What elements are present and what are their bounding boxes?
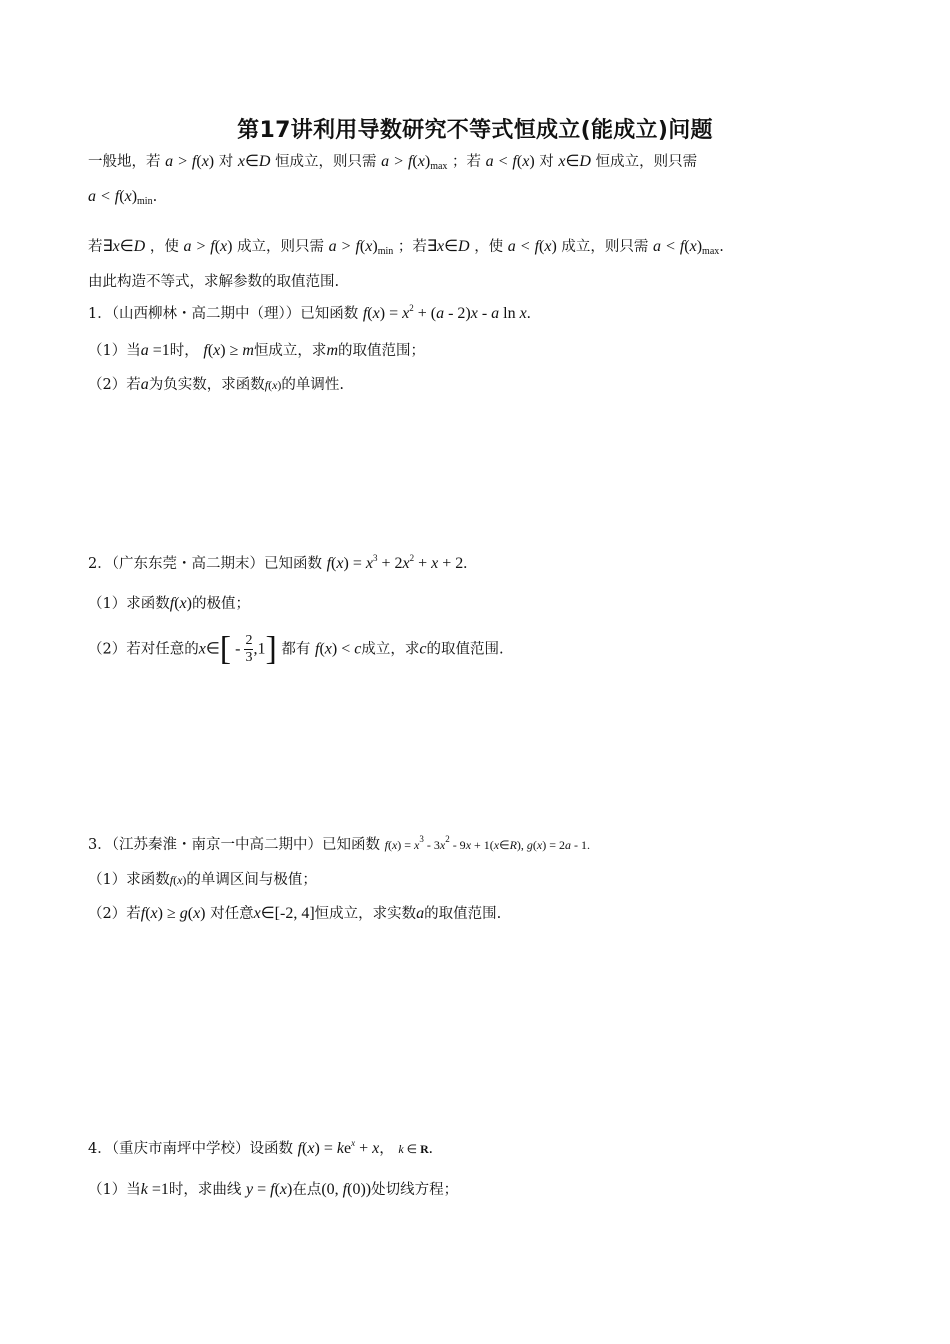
formula: ∃ <box>102 238 113 255</box>
problem-2-part-1: （1）求函数f(x)的极值； <box>88 595 250 612</box>
problem-2-part-2: （2）若对任意的x∈[ - $\frac{2}{3}$ ,1] 都有 f(x) < c成立，求c的取值范围. <box>88 630 504 668</box>
intro-line-3: 若∃x∈D ，使 a > f(x) 成立，则只需 $a > f(x)_{min}$ ；若∃x∈D ，使 a < f(x) 成立，则只需 $a < f(x)_{max}$. <box>88 238 724 257</box>
problem-1-stem: 1．（山西柳林・高二期中（理））已知函数 $f(x) = x^2 + (a - 2)x - a$ ln x. <box>88 303 531 322</box>
formula: a > f <box>165 153 197 170</box>
formula: f <box>326 555 332 572</box>
intro-line-2: $a < f(x)_{min}$. <box>88 188 158 207</box>
formula: a < f <box>653 238 685 255</box>
problem-1-part-1: （1）当a =1时， f(x) ≥ m恒成立，求m的取值范围； <box>88 342 425 359</box>
problem-3-part-2: （2）若f(x) ≥ g(x) 对任意x∈[-2, 4]恒成立，求实数a的取值范围. <box>88 905 502 922</box>
formula: a < f <box>485 153 517 170</box>
page-title: 第17讲利用导数研究不等式恒成立(能成立)问题 <box>237 118 713 143</box>
formula: x <box>558 153 566 170</box>
problem-4-part-1: （1）当k =1时，求曲线 y = f(x)在点(0, f(0))处切线方程； <box>88 1181 459 1198</box>
formula: a < f <box>507 238 540 255</box>
formula: f <box>384 838 388 852</box>
intro-line-1: 一般地，若 a > f(x) 对 x∈D 恒成立，则只需 $a > f(x)_{max}$ ；若 a < f(x) 对 x∈D 恒成立，则只需 <box>88 153 698 172</box>
formula: x <box>237 153 245 170</box>
intro-line-4: 由此构造不等式，求解参数的取值范围. <box>88 274 340 290</box>
problem-3-stem: 3．（江苏秦淮・南京一中高二期中）已知函数 $f(x) = x^3 - 3x^2 - 9x$ + 1(x∈R), g(x) = 2a - 1. <box>88 834 590 853</box>
formula: a > f <box>381 153 413 170</box>
problem-4-stem: 4．（重庆市南坪中学校）设函数 $f(x) = ke^x + x$， k ∈ R. <box>88 1138 433 1157</box>
formula: a > f <box>328 238 360 255</box>
problem-2-stem: 2．（广东东莞・高二期末）已知函数 $f(x) = x^3 + 2x^2 + x + 2$. <box>88 553 468 572</box>
formula: ∃ <box>426 238 437 255</box>
problem-3-part-1: （1）求函数f(x)的单调区间与极值； <box>88 872 317 888</box>
problem-1-part-2: （2）若a为负实数，求函数f(x)的单调性. <box>88 376 345 393</box>
formula: f <box>297 1140 303 1157</box>
formula: a > f <box>183 238 215 255</box>
formula: f <box>362 305 368 322</box>
formula: a < f <box>88 188 120 205</box>
